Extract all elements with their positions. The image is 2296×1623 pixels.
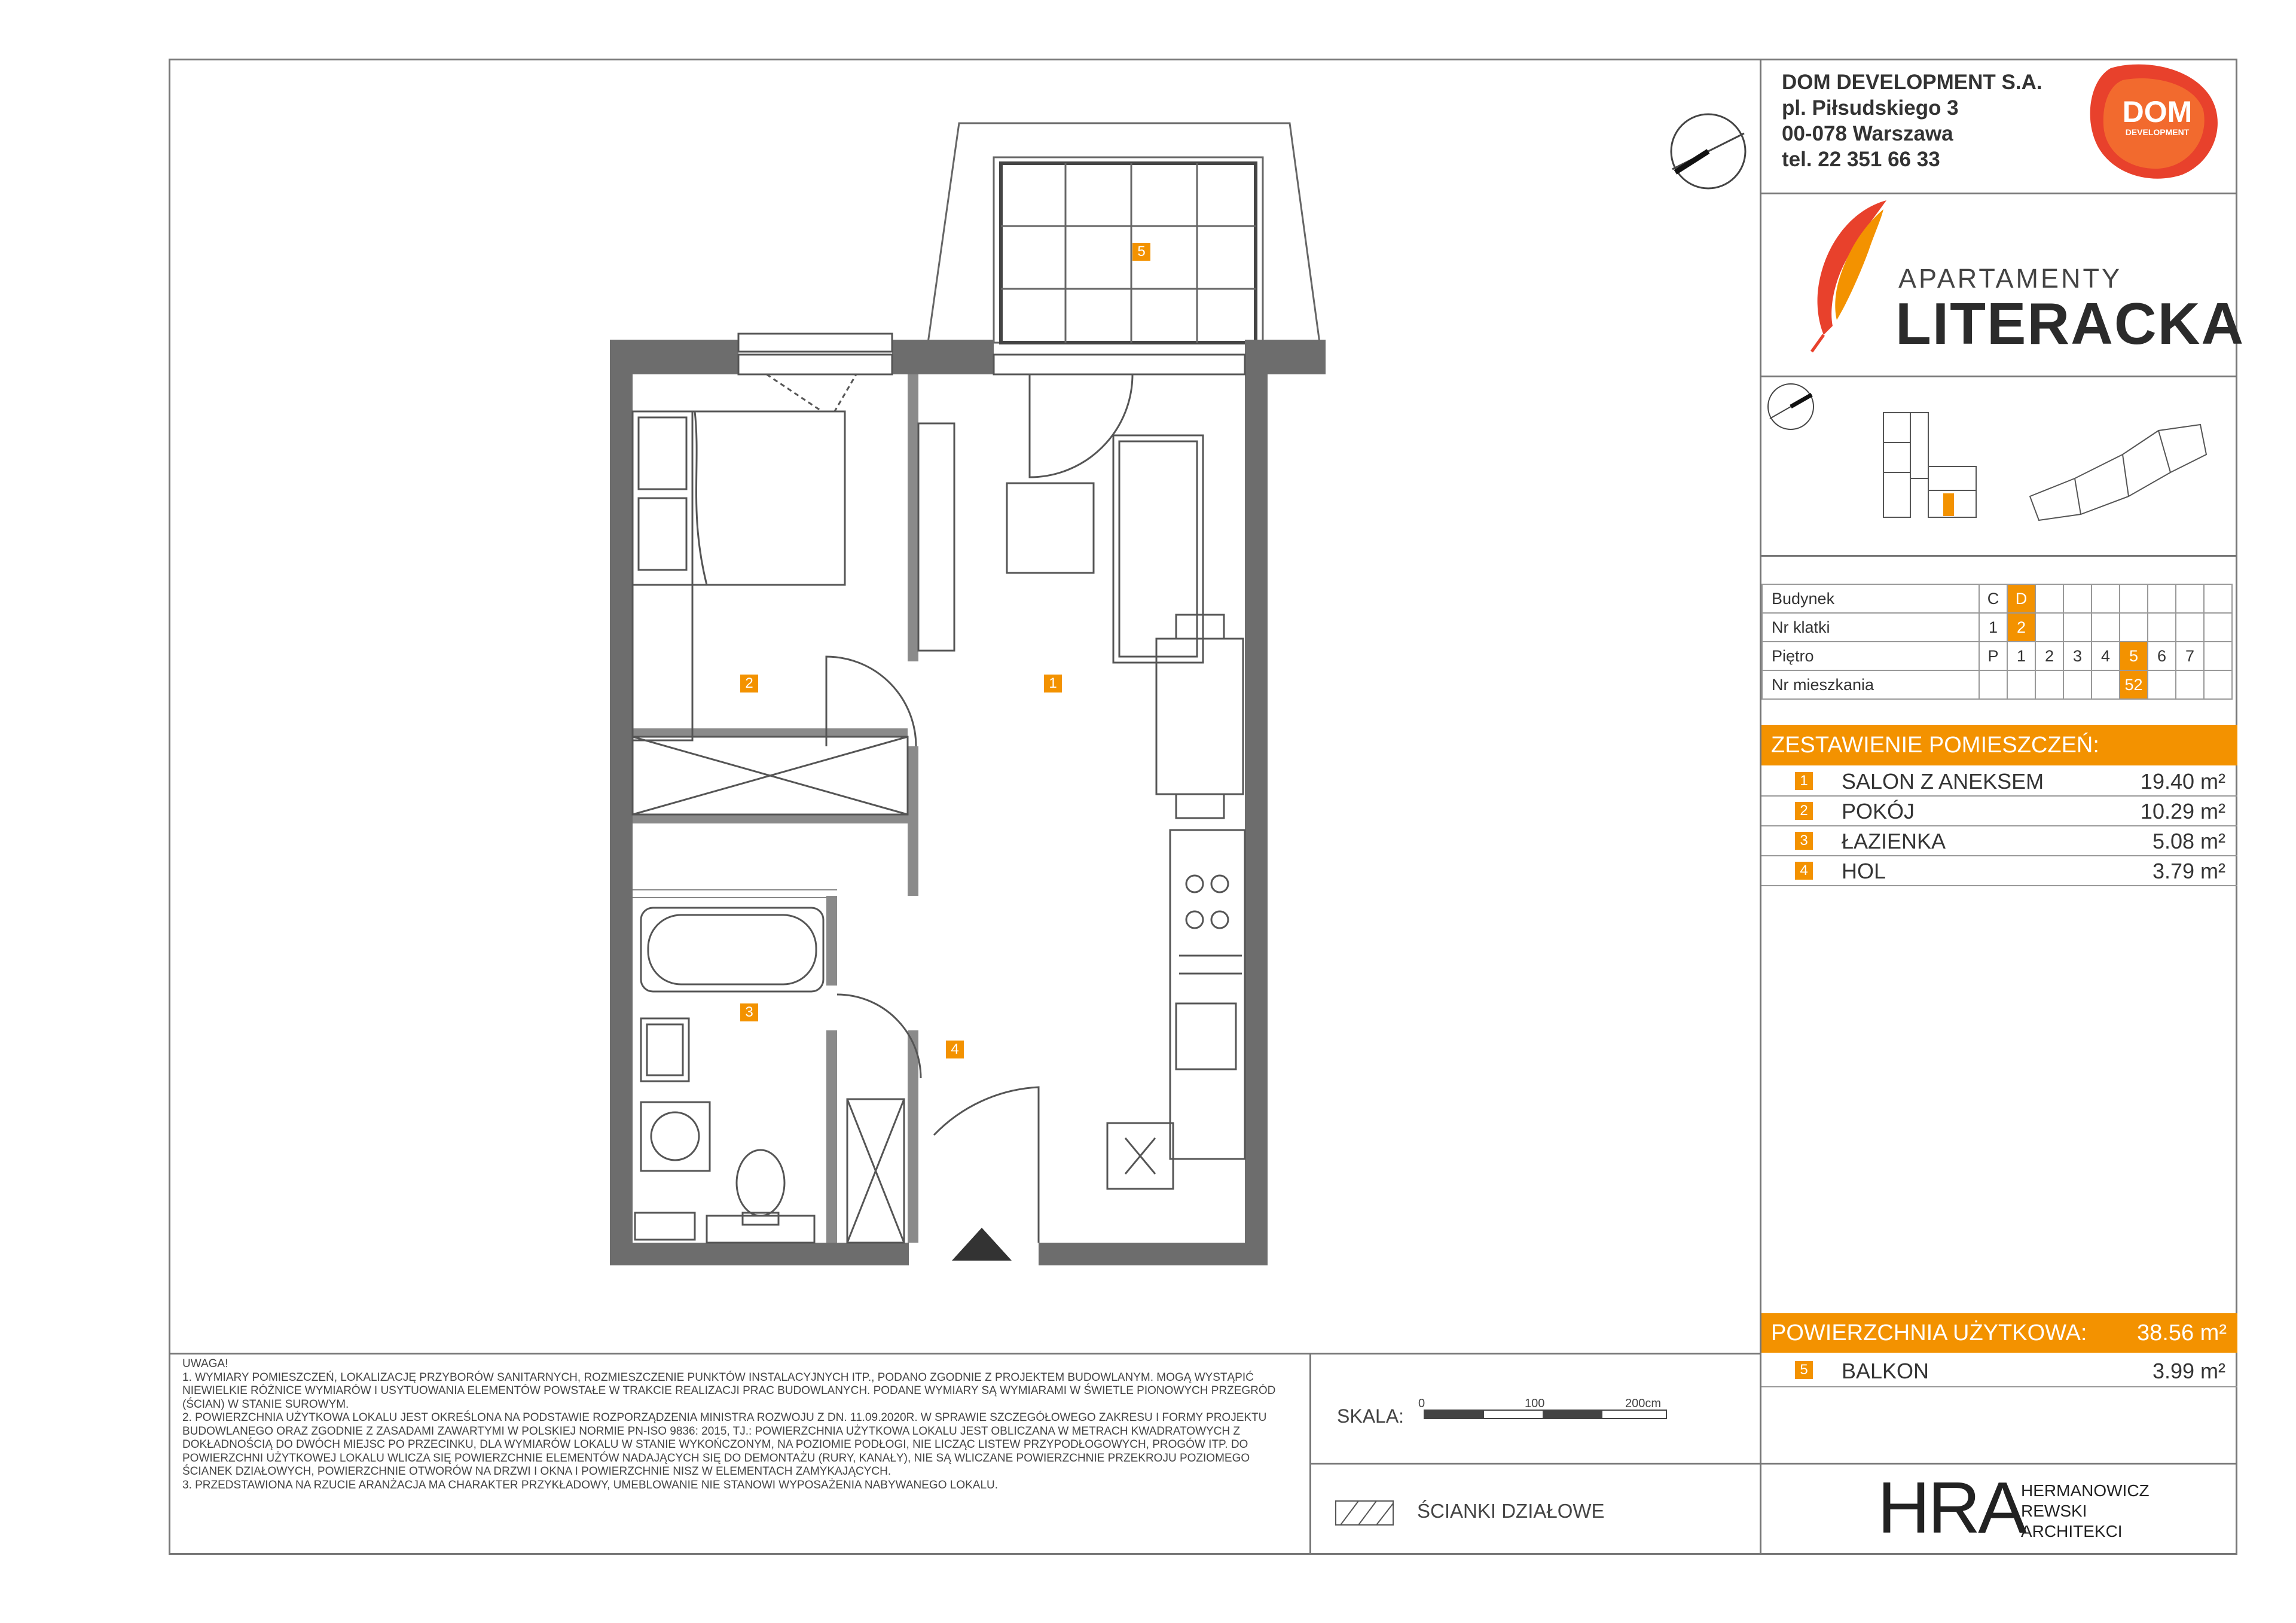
location-table-cell: 1 bbox=[1979, 613, 2007, 642]
location-table-cell: 2 bbox=[2035, 642, 2063, 670]
site-plan-left bbox=[1883, 413, 1976, 517]
compass-icon bbox=[1671, 114, 1745, 188]
room-area: 3.79 m² bbox=[2152, 859, 2225, 883]
location-table-cell bbox=[2035, 584, 2063, 613]
location-table bbox=[1761, 584, 2233, 700]
location-table-cell bbox=[2063, 670, 2092, 699]
company-city: 00-078 Warszawa bbox=[1782, 122, 1953, 145]
location-table-cell bbox=[2204, 613, 2232, 642]
company-phone: tel. 22 351 66 33 bbox=[1782, 148, 1940, 171]
room-row bbox=[1761, 826, 2237, 856]
location-table-row bbox=[1762, 670, 2232, 699]
divider-notes-scale bbox=[1309, 1353, 1311, 1555]
room-row bbox=[1761, 767, 2237, 797]
living-furniture bbox=[1007, 435, 1243, 818]
total-area-label: POWIERZCHNIA UŻYTKOWA: bbox=[1771, 1320, 2087, 1346]
divider-location bbox=[1760, 555, 2237, 557]
architect-line-3: ARCHITEKCI bbox=[2021, 1522, 2123, 1540]
location-table-cell bbox=[2092, 584, 2120, 613]
company-street: pl. Piłsudskiego 3 bbox=[1782, 96, 1959, 120]
location-table-label: Piętro bbox=[1762, 642, 1979, 670]
location-table-cell: 2 bbox=[2007, 613, 2035, 642]
rooms-list bbox=[1761, 767, 2237, 886]
feather-icon bbox=[1806, 197, 1889, 353]
company-name: DOM DEVELOPMENT S.A. bbox=[1782, 71, 2042, 94]
notes-title: UWAGA! bbox=[182, 1357, 228, 1370]
location-table-cell bbox=[2120, 584, 2148, 613]
architect-line-1: HERMANOWICZ bbox=[2021, 1481, 2150, 1500]
divider-brand bbox=[1760, 376, 2237, 377]
notes bbox=[182, 1357, 1286, 1492]
location-table-cell: 4 bbox=[2092, 642, 2120, 670]
location-table-cell bbox=[2092, 613, 2120, 642]
room-number: 2 bbox=[1795, 802, 1813, 820]
balcony bbox=[928, 123, 1320, 343]
location-table-cell: 1 bbox=[2007, 642, 2035, 670]
location-table-row bbox=[1762, 642, 2232, 670]
note-item: 1. WYMIARY POMIESZCZEŃ, LOKALIZACJĘ PRZYBORÓW SANITARNYCH, ROZMIESZCZENIE PUNKTÓW INSTALACYJNYCH ITP., PODANO ZGODNIE Z PROJEKTEM BUDOWLANYM. MOGĄ WYSTĄPIĆ NIEWIELKIE RÓŻNICE WYMIARÓW I USYTUOWANIA ELEMENTÓW POWSTAŁE W TRAKCIE REALIZACJI PRAC BUDOWLANYCH. PODANE WYMIARY SĄ WYMIARAMI W ŚWIETLE PIONOWYCH PRZEGRÓD (ŚCIAN) W STANIE SUROWYM. bbox=[182, 1371, 1276, 1411]
apartment-location-marker bbox=[1943, 493, 1954, 516]
location-table-cell bbox=[2035, 670, 2063, 699]
divider-notes bbox=[169, 1353, 1761, 1354]
divider-company bbox=[1760, 193, 2237, 194]
location-table-cell: C bbox=[1979, 584, 2007, 613]
kitchen bbox=[1107, 830, 1245, 1189]
balcony-area: 3.99 m² bbox=[2152, 1359, 2225, 1383]
logo-text-development: DEVELOPMENT bbox=[2125, 127, 2190, 137]
floor-plan bbox=[169, 59, 1760, 1353]
legend-label: ŚCIANKI DZIAŁOWE bbox=[1417, 1500, 1605, 1522]
room-name: SALON Z ANEKSEM bbox=[1842, 769, 2044, 794]
location-table-cell: 7 bbox=[2176, 642, 2204, 670]
note-item: 3. PRZEDSTAWIONA NA RZUCIE ARANŻACJA MA CHARAKTER PRZYKŁADOWY, UMEBLOWANIE NIE STANOWI WYPOSAŻENIA NABYWANEGO LOKALU. bbox=[182, 1478, 999, 1491]
divider-scale-legend bbox=[1309, 1463, 1761, 1465]
summary-heading: ZESTAWIENIE POMIESZCZEŃ: bbox=[1761, 725, 2237, 765]
location-table-cell: 52 bbox=[2120, 670, 2148, 699]
balcony-name: BALKON bbox=[1842, 1359, 1929, 1383]
scale-tick-200: 200cm bbox=[1625, 1397, 1662, 1410]
scale-label: SKALA: bbox=[1337, 1405, 1405, 1427]
logo-text-dom: DOM bbox=[2122, 95, 2193, 129]
location-table-row bbox=[1762, 584, 2232, 613]
location-table-cell: 3 bbox=[2063, 642, 2092, 670]
location-map bbox=[1764, 383, 2218, 541]
location-table-cell bbox=[2063, 613, 2092, 642]
entrance-arrow-icon bbox=[952, 1228, 1012, 1261]
plan-label-5: 5 bbox=[1132, 243, 1150, 261]
partition-legend-icon bbox=[1335, 1500, 1394, 1526]
compass-icon-small bbox=[1768, 384, 1813, 429]
location-table-cell bbox=[2176, 670, 2204, 699]
plan-label-4: 4 bbox=[946, 1041, 964, 1058]
room-area: 19.40 m² bbox=[2140, 769, 2225, 794]
company-info bbox=[1782, 69, 2042, 172]
bed bbox=[633, 411, 845, 740]
location-table-cell bbox=[2204, 584, 2232, 613]
location-table-cell bbox=[2120, 613, 2148, 642]
location-table-cell bbox=[2148, 613, 2176, 642]
scale-tick-100: 100 bbox=[1525, 1397, 1545, 1410]
location-table-cell bbox=[2204, 642, 2232, 670]
plan-label-2: 2 bbox=[740, 675, 758, 692]
total-area-bar bbox=[1761, 1313, 2237, 1353]
location-table-cell: P bbox=[1979, 642, 2007, 670]
balcony-row bbox=[1761, 1354, 2237, 1387]
brand-line-2: LITERACKA bbox=[1895, 291, 2245, 356]
architect-name bbox=[2021, 1481, 2150, 1542]
bathroom-fixtures bbox=[635, 908, 904, 1243]
balcony-number: 5 bbox=[1795, 1361, 1813, 1379]
dom-development-logo bbox=[2087, 62, 2224, 185]
room-area: 10.29 m² bbox=[2140, 799, 2225, 823]
plan-label-1: 1 bbox=[1044, 675, 1062, 692]
scale-tick-0: 0 bbox=[1418, 1397, 1425, 1410]
location-table-cell bbox=[2176, 584, 2204, 613]
room-number: 3 bbox=[1795, 832, 1813, 850]
location-table-label: Budynek bbox=[1762, 584, 1979, 613]
note-item: 2. POWIERZCHNIA UŻYTKOWA LOKALU JEST OKREŚLONA NA PODSTAWIE ROZPORZĄDZENIA MINISTRA ROZWOJU Z DN. 11.09.2020R. W SPRAWIE SZCZEGÓŁOWEGO ZAKRESU I FORMY PROJEKTU BUDOWLANEGO ORAZ ZGODNIE Z ZASADAMI ZAWARTYMI W POLSKIEJ NORMIE PN-ISO 9836: 2015, TJ.: POWIERZCHNIA UŻYTKOWA LOKALU JEST OBLICZANA W METRACH KWADRATOWYCH Z DOKŁADNOŚCIĄ DO DWÓCH MIEJSC PO PRZECINKU, DLA WYMIARÓW LOKALU W STANIE WYKOŃCZONYM, NA POZIOMIE PODŁOGI, NIE LICZĄC LISTEW PRZYPODŁOGOWYCH, PROGÓW ITP. DO POWIERZCHNI UŻYTKOWEJ LOKALU WLICZA SIĘ POWIERZCHNIE ELEMENTÓW NADAJĄCYCH SIĘ DO DEMONTAŻU (RURY, KANAŁY), NIE SĄ WLICZANE POWIERZCHNIE PRZEKROJU POZIOMEGO ŚCIANEK DZIAŁOWYCH, POWIERZCHNIE OTWORÓW NA DRZWI I OKNA I POWIERZCHNIE NISZ W ELEMENTACH ZAMYKAJĄCYCH. bbox=[182, 1411, 1267, 1478]
location-table-label: Nr klatki bbox=[1762, 613, 1979, 642]
location-table-cell: 5 bbox=[2120, 642, 2148, 670]
room-row bbox=[1761, 797, 2237, 826]
room-number: 4 bbox=[1795, 862, 1813, 880]
location-table-row bbox=[1762, 613, 2232, 642]
brand-line-1: APARTAMENTY bbox=[1898, 263, 2123, 294]
plan-label-3: 3 bbox=[740, 1003, 758, 1021]
location-table-label: Nr mieszkania bbox=[1762, 670, 1979, 699]
total-area-value: 38.56 m² bbox=[2137, 1320, 2227, 1346]
location-table-cell bbox=[2007, 670, 2035, 699]
room-row bbox=[1761, 856, 2237, 886]
location-table-cell bbox=[2035, 613, 2063, 642]
architect-logo-text: HRA bbox=[1877, 1467, 2025, 1548]
location-table-cell bbox=[2204, 670, 2232, 699]
room-name: HOL bbox=[1842, 859, 1886, 883]
location-table-cell bbox=[2063, 584, 2092, 613]
location-table-cell: 6 bbox=[2148, 642, 2176, 670]
room-name: POKÓJ bbox=[1842, 799, 1915, 823]
location-table-cell: D bbox=[2007, 584, 2035, 613]
site-plan-right bbox=[2030, 425, 2206, 520]
room-number: 1 bbox=[1795, 772, 1813, 790]
room-area: 5.08 m² bbox=[2152, 829, 2225, 853]
divider-architect bbox=[1760, 1463, 2237, 1465]
location-table-cell bbox=[2148, 670, 2176, 699]
location-table-cell bbox=[2092, 670, 2120, 699]
location-table-cell bbox=[1979, 670, 2007, 699]
partition-hatch bbox=[633, 890, 837, 898]
location-table-cell bbox=[2148, 584, 2176, 613]
room-name: ŁAZIENKA bbox=[1842, 829, 1946, 853]
architect-line-2: REWSKI bbox=[2021, 1502, 2087, 1520]
location-table-cell bbox=[2176, 613, 2204, 642]
